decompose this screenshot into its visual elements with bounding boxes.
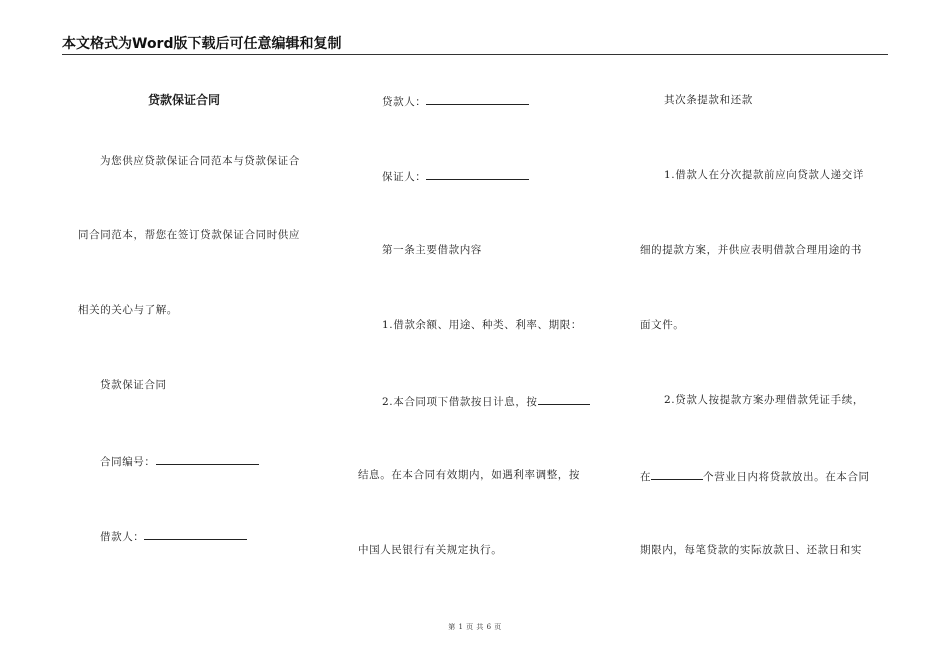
- article-2-p1-line-2: 细的提款方案，并供应表明借款合理用途的书: [640, 244, 862, 256]
- article-2-p2-line-2-post: 个营业日内将贷款放出。在本合同: [703, 471, 870, 483]
- lender-label: 贷款人：: [382, 96, 427, 108]
- document-title: 贷款保证合同: [148, 93, 221, 107]
- interest-settlement-blank: [538, 393, 590, 405]
- lender-row: [382, 93, 529, 109]
- article-2-p2-line-2: [640, 468, 870, 484]
- article-1-item-2-cont-2: 中国人民银行有关规定执行。: [358, 544, 503, 556]
- intro-line-2: 同合同范本，帮您在签订贷款保证合同时供应: [78, 229, 300, 241]
- article-1-item-2-cont-1: 结息。在本合同有效期内，如遇利率调整，按: [358, 469, 580, 481]
- guarantor-blank: [426, 168, 529, 180]
- borrower-blank: [144, 528, 247, 540]
- contract-number-blank: [156, 453, 259, 465]
- article-1-item-2: [382, 393, 590, 409]
- contract-subtitle: 贷款保证合同: [100, 379, 167, 391]
- guarantor-row: [382, 168, 529, 184]
- header-notice: 本文格式为Word版下载后可任意编辑和复制: [62, 36, 342, 52]
- contract-number-label: 合同编号：: [100, 456, 156, 468]
- lender-blank: [426, 93, 529, 105]
- borrower-row: [100, 528, 247, 544]
- article-2-p2-line-3: 期限内，每笔贷款的实际放款日、还款日和实: [640, 544, 862, 556]
- business-days-blank: [651, 468, 703, 480]
- article-1-heading: 第一条主要借款内容: [382, 244, 482, 256]
- intro-line-3: 相关的关心与了解。: [78, 304, 178, 316]
- borrower-label: 借款人：: [100, 531, 145, 543]
- guarantor-label: 保证人：: [382, 171, 427, 183]
- article-2-p1-line-3: 面文件。: [640, 319, 685, 331]
- document-header: [62, 36, 888, 55]
- article-1-item-1: 1.借款余额、用途、种类、利率、期限：: [382, 319, 582, 331]
- contract-number-row: [100, 453, 259, 469]
- article-2-p1-line-1: 1.借款人在分次提款前应向贷款人递交详: [664, 169, 864, 181]
- article-2-p2-line-1: 2.贷款人按提款方案办理借款凭证手续，: [664, 394, 864, 406]
- article-1-item-2-text: 2.本合同项下借款按日计息，按: [382, 396, 538, 408]
- intro-line-1: 为您供应贷款保证合同范本与贷款保证合: [100, 155, 300, 167]
- page-footer: 第 1 页 共 6 页: [448, 623, 502, 631]
- article-2-heading: 其次条提款和还款: [664, 94, 753, 106]
- article-2-p2-line-2-pre: 在: [640, 471, 652, 483]
